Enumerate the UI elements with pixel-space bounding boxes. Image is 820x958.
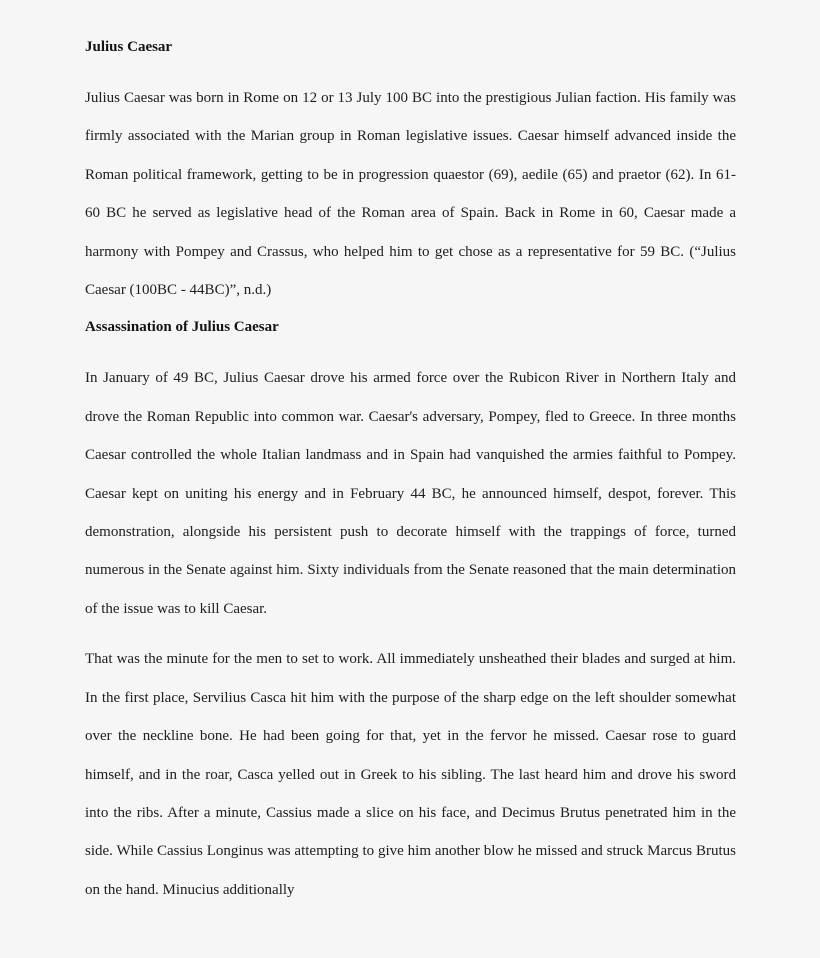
section-heading-julius-caesar: Julius Caesar xyxy=(85,39,173,55)
paragraph-civil-war: In January of 49 BC, Julius Caesar drove his armed force over the Rubicon River in Northern Italy and drove the Roman Republic into common war. Caesar's adversary, Pompey, fled to Greece. In three months Caesar controlled the whole Italian landmass and in Spain had vanquished the armies faithful to Pompey. Caesar kept on uniting his energy and in February 44 BC, he announced himself, despot, forever. This demonstration, alongside his persistent push to decorate himself with the trappings of force, turned numerous in the Senate against him. Sixty individuals from the Senate reasoned that the main determination of the issue was to kill Caesar. xyxy=(85,370,736,617)
paragraph-assassination: That was the minute for the men to set to work. All immediately unsheathed their blades and surged at him. In the first place, Servilius Casca hit him with the purpose of the sharp edge on the left shoulder somewhat over the neckline bone. He had been going for that, yet in the fervor he missed. Caesar rose to guard himself, and in the roar, Casca yelled out in Greek to his sibling. The last heard him and drove his sword into the ribs. After a minute, Cassius made a slice on his face, and Decimus Brutus penetrated him in the side. While Cassius Longinus was attempting to give him another blow he missed and struck Marcus Brutus on the hand. Minucius additionally xyxy=(85,651,736,898)
section-heading-assassination: Assassination of Julius Caesar xyxy=(85,319,279,336)
paragraph-biography: Julius Caesar was born in Rome on 12 or 13 July 100 BC into the prestigious Julian faction. His family was firmly associated with the Marian group in Roman legislative issues. Caesar himself advanced inside the Roman political framework, getting to be in progression quaestor (69), aedile (65) and praetor (62). In 61-60 BC he served as legislative head of the Roman area of Spain. Back in Rome in 60, Caesar made a harmony with Pompey and Crassus, who helped him to get chose as a representative for 59 BC. (“Julius Caesar (100BC - 44BC)”, n.d.) xyxy=(85,90,736,299)
